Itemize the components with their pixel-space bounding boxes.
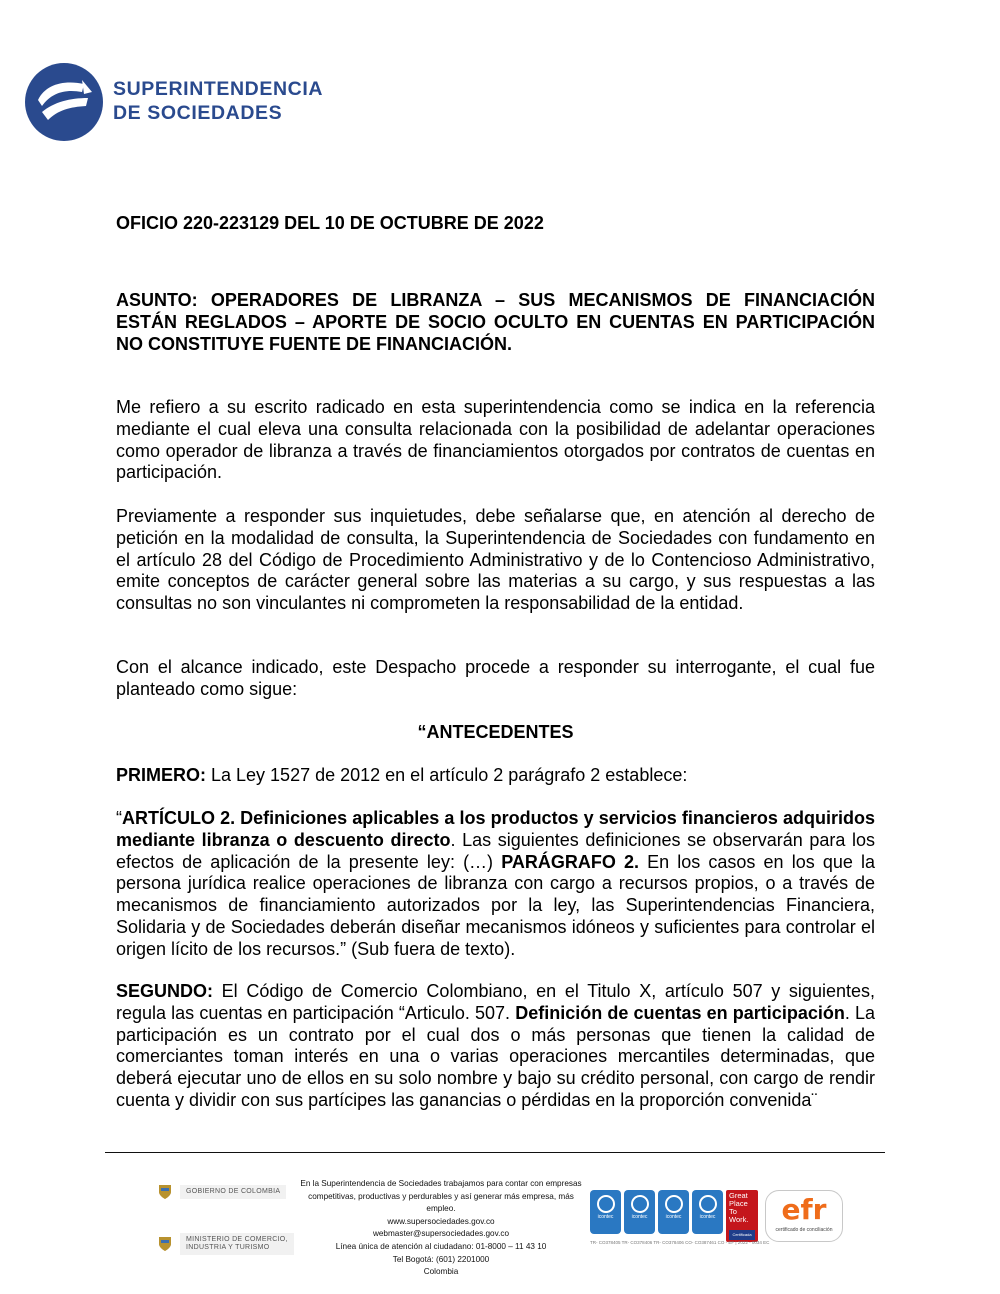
segundo-text-2: . La participación es un contrato por el cual dos o más personas que tienen la calidad de comerciantes toman interés en una o varias operaciones mercantiles determinadas, que deberá ejecutar uno de ellos en su solo nombre y bajo su crédito personal, con cargo de rendir cuenta y dividir con sus partícipes las ganancias o pérdidas en la proporción convenida¨ — [116, 1002, 875, 1110]
certification-codes: TR- CO378405 TR- CO378406 TR- CO378406 CO- CO387461 CO - EF | 2022 - 0034 EC — [590, 1240, 770, 1245]
articulo-2-text: . Las siguientes definiciones se observarán para los efectos de aplicación de la presente ley: (…) — [116, 829, 875, 872]
paragraph-intro: Me refiero a su escrito radicado en esta superintendencia como se indica en la referencia mediante el cual eleva una consulta relacionada con la posibilidad de adelantar operaciones como operador de libranza a través de financiamientos otorgados por contratos de cuentas en participación. — [116, 397, 875, 483]
header-logo — [24, 60, 384, 144]
paragraph-alcance: Con el alcance indicado, este Despacho procede a responder su interrogante, el cual fue planteado como sigue: — [116, 657, 875, 699]
colombia-shield-icon — [158, 1184, 172, 1200]
mincomercio-text — [180, 1233, 294, 1255]
segundo-label: SEGUNDO: — [116, 981, 214, 1001]
footer-website[interactable]: www.supersociedades.gov.co — [387, 1216, 495, 1226]
paragraph-articulo-2 — [116, 808, 875, 961]
icontec-cert-icon: icontec — [624, 1190, 655, 1234]
cuentas-participacion-title: Definición de cuentas en participación — [515, 1002, 845, 1023]
paragrafo-2-label: PARÁGRAFO 2. — [501, 851, 639, 872]
quote-open: “ — [116, 808, 122, 828]
certifications — [590, 1190, 843, 1242]
icontec-cert-icon: icontec — [658, 1190, 689, 1234]
footer-divider — [105, 1152, 885, 1153]
paragraph-segundo — [116, 981, 875, 1112]
articulo-2-title: ARTÍCULO 2. Definiciones aplicables a los productos y servicios financieros adquiridos mediante libranza o descuento directo — [116, 808, 875, 850]
brand-line-2: DE SOCIEDADES — [113, 102, 283, 124]
segundo-text-1: El Código de Comercio Colombiano, en el Titulo X, artículo 507 y siguientes, regula las cuentas en participación “Articulo. 507. — [116, 981, 875, 1023]
supersociedades-logo-icon — [24, 62, 104, 142]
footer-contact — [298, 1178, 584, 1279]
antecedentes-heading: “ANTECEDENTES — [417, 722, 574, 742]
paragraph-previamente: Previamente a responder sus inquietudes, debe señalarse que, en atención al derecho de petición en la modalidad de consulta, la Superintendencia de Sociedades con fundamento en el artículo 28 del Código de Procedimiento Administrativo y de lo Contencioso Administrativo, emite conceptos de carácter general sobre las materias a su cargo, y sus respuestas a las consultas no son vinculantes ni comprometen la responsabilidad de la entidad. — [116, 506, 875, 614]
colombia-shield-icon — [158, 1236, 172, 1252]
footer-line-1: En la Superintendencia de Sociedades trabajamos para contar con empresas — [300, 1179, 582, 1188]
icontec-cert-icon: icontec — [590, 1190, 621, 1234]
document-title: OFICIO 220-223129 DEL 10 DE OCTUBRE DE 2022 — [116, 213, 544, 233]
efr-logo: efr certificado de conciliación — [765, 1190, 843, 1242]
paragraph-primero — [116, 765, 875, 787]
brand-name — [113, 77, 323, 125]
footer-country: Colombia — [423, 1267, 459, 1277]
icontec-cert-icon: icontec — [692, 1190, 723, 1234]
paragrafo-2-text: En los casos en los que la persona jurídica realice operaciones de libranza con cargo a recursos propios, o a través de mecanismos de financiamiento autorizados por la ley, las Superintendencias Financiera, Solidaria y de Sociedades deberán diseñar mecanismos idóneos y suficientes para controlar el origen lícito de los recursos.” (Sub fuera de texto). — [116, 851, 875, 959]
primero-text: La Ley 1527 de 2012 en el artículo 2 parágrafo 2 establece: — [206, 765, 688, 785]
mincomercio-line-2: INDUSTRIA Y TURISMO — [186, 1244, 270, 1251]
asunto-heading: ASUNTO: OPERADORES DE LIBRANZA – SUS MECANISMOS DE FINANCIACIÓN ESTÁN REGLADOS – APORTE DE SOCIO OCULTO EN CUENTAS EN PARTICIPACIÓN NO CONSTITUYE FUENTE DE FINANCIACIÓN. — [116, 290, 875, 354]
footer-line-2: competitivas, productivas y perdurables y así generar más empresa, más empleo. — [308, 1191, 574, 1214]
footer-phone-line: Línea única de atención al ciudadano: 01-8000 – 11 43 10 — [335, 1241, 547, 1251]
footer-email[interactable]: webmaster@supersociedades.gov.co — [372, 1229, 510, 1239]
mincomercio-logo — [158, 1233, 294, 1255]
gobierno-colombia-text: GOBIERNO DE COLOMBIA — [180, 1185, 286, 1199]
brand-line-1: SUPERINTENDENCIA — [113, 78, 324, 100]
footer-tel-bogota: Tel Bogotá: (601) 2201000 — [392, 1254, 490, 1264]
great-place-to-work-badge: Great Place To Work. Certificada — [726, 1190, 758, 1242]
mincomercio-line-1: MINISTERIO DE COMERCIO, — [186, 1236, 288, 1243]
gobierno-colombia-logo — [158, 1184, 286, 1200]
primero-label: PRIMERO: — [116, 765, 206, 785]
